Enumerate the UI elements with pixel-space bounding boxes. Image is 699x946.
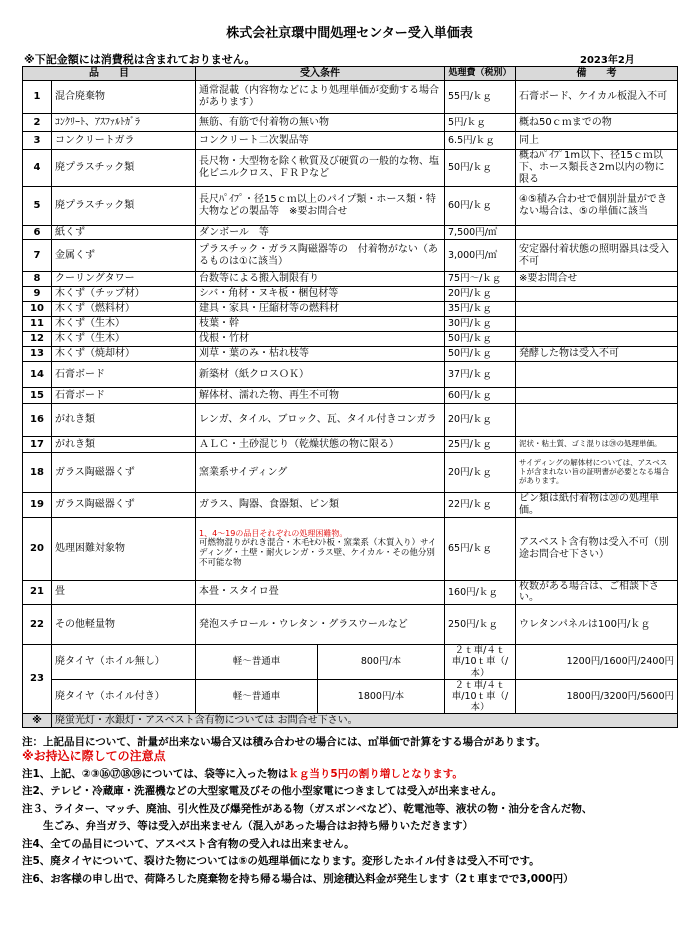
table-row bbox=[23, 437, 678, 453]
price: 30円/ｋｇ bbox=[445, 317, 516, 332]
condition-cell: 伐根・竹材 bbox=[196, 332, 445, 347]
remark: 安定器付着状態の照明器具は受入不可 bbox=[516, 240, 678, 272]
condition-cell: 長尺物・大型物を除く軟質及び硬質の一般的な物、塩化ビニルクロス、ＦＲＰなど bbox=[196, 150, 445, 187]
condition-cell: コンクリート二次製品等 bbox=[196, 132, 445, 150]
row-number: 6 bbox=[23, 226, 52, 240]
price: 250円/ｋｇ bbox=[445, 605, 516, 645]
remark bbox=[516, 302, 678, 317]
price: 5円/ｋｇ bbox=[445, 114, 516, 132]
header-fee: 処理費（税別） bbox=[445, 67, 516, 81]
remark: 概ね50ｃｍまでの物 bbox=[516, 114, 678, 132]
table-row bbox=[23, 493, 678, 518]
row-number: 22 bbox=[23, 605, 52, 645]
row-number: 11 bbox=[23, 317, 52, 332]
item-name: 木くず（生木） bbox=[52, 317, 196, 332]
header-item: 品 目 bbox=[23, 67, 196, 81]
price: 37円/ｋｇ bbox=[445, 362, 516, 388]
note-6: 注6、お客様の申し出で、荷降ろした廃棄物を持ち帰る場合は、別途積込料金が発生します（2ｔ車までで3,000円） bbox=[22, 872, 574, 885]
item-name: ガラス陶磁器くず bbox=[52, 493, 196, 518]
row-number: 4 bbox=[23, 150, 52, 187]
row-number: 17 bbox=[23, 437, 52, 453]
row-number: 12 bbox=[23, 332, 52, 347]
table-row bbox=[23, 404, 678, 437]
price: 25円/ｋｇ bbox=[445, 437, 516, 453]
row-number: 7 bbox=[23, 240, 52, 272]
condition-cell: 刈草・葉のみ・枯れ枝等 bbox=[196, 347, 445, 362]
condition-cell: 新築材（紙クロスＯＫ） bbox=[196, 362, 445, 388]
table-row bbox=[23, 114, 678, 132]
condition-cell: プラスチック・ガラス陶磁器等の 付着物がない（あるものは①に該当） bbox=[196, 240, 445, 272]
table-row bbox=[23, 187, 678, 226]
table-row bbox=[23, 132, 678, 150]
table-row bbox=[23, 453, 678, 493]
price: 800円/本 bbox=[318, 645, 445, 680]
vehicle-type: 軽～普通車 bbox=[196, 679, 318, 714]
condition-note: 1、4～19の品目それぞれの処理困難物。 bbox=[199, 528, 348, 538]
price: 35円/ｋｇ bbox=[445, 302, 516, 317]
remark: ※要お問合せ bbox=[516, 272, 678, 287]
remark bbox=[516, 362, 678, 388]
item-name: 処理困難対象物 bbox=[52, 517, 196, 580]
price: 50円/ｋｇ bbox=[445, 332, 516, 347]
remark bbox=[516, 226, 678, 240]
price: 1800円/本 bbox=[318, 679, 445, 714]
item-name: 廃プラスチック類 bbox=[52, 150, 196, 187]
issue-date: 2023年2月 bbox=[580, 55, 635, 66]
remark bbox=[516, 317, 678, 332]
row-number: 20 bbox=[23, 517, 52, 580]
price: 20円/ｋｇ bbox=[445, 404, 516, 437]
remark: 枚数がある場合は、ご相談下さい。 bbox=[516, 580, 678, 605]
item-name: クーリングタワー bbox=[52, 272, 196, 287]
remark: サイディングの解体材については、アスベストが含まれない旨の証明書が必要となる場合があります。 bbox=[516, 453, 678, 493]
vehicle-type: 軽～普通車 bbox=[196, 645, 318, 680]
condition-cell: シバ・角材・ヌキ板・梱包材等 bbox=[196, 287, 445, 302]
header-condition: 受入条件 bbox=[196, 67, 445, 81]
item-name: 木くず（燃料材） bbox=[52, 302, 196, 317]
table-header-row bbox=[23, 67, 678, 81]
row-number: 23 bbox=[23, 645, 52, 714]
condition-cell: ガラス、陶器、食器類、ビン類 bbox=[196, 493, 445, 518]
footer-row bbox=[23, 714, 678, 728]
row-number: 15 bbox=[23, 388, 52, 404]
price: 50円/ｋｇ bbox=[445, 150, 516, 187]
truck-type: ２ｔ車/４ｔ車/10ｔ車（/本） bbox=[445, 679, 516, 714]
row-number: 10 bbox=[23, 302, 52, 317]
price: 20円/ｋｇ bbox=[445, 287, 516, 302]
price: 60円/ｋｇ bbox=[445, 388, 516, 404]
item-name: 混合廃棄物 bbox=[52, 81, 196, 114]
row-number: 21 bbox=[23, 580, 52, 605]
table-row bbox=[23, 580, 678, 605]
note-0: 注：上記品目について、計量が出来ない場合又は積み合わせの場合には、㎥単価で計算をする場合があります。 bbox=[22, 736, 546, 748]
condition-cell: ダンボール 等 bbox=[196, 226, 445, 240]
table-row bbox=[23, 645, 678, 680]
item-name: 廃タイヤ（ホイル無し） bbox=[52, 645, 196, 680]
note-2: 注2、テレビ・冷蔵庫・洗濯機などの大型家電及びその他小型家電につきましては受入が出来ません。 bbox=[22, 785, 503, 797]
item-name: がれき類 bbox=[52, 437, 196, 453]
page-title: 株式会社京環中間処理センター受入単価表 bbox=[226, 26, 473, 41]
table-row bbox=[23, 150, 678, 187]
row-number: 1 bbox=[23, 81, 52, 114]
condition-cell: 本畳・スタイロ畳 bbox=[196, 580, 445, 605]
note-1 bbox=[22, 766, 692, 784]
price: 3,000円/㎥ bbox=[445, 240, 516, 272]
condition-cell: ＡＬＣ・土砂混じり（乾燥状態の物に限る） bbox=[196, 437, 445, 453]
condition-cell: 長尺ﾊﾟｲﾌﾟ・径15ｃｍ以上のパイプ類・ホース類・特大物などの製品等 ※要お問合せ bbox=[196, 187, 445, 226]
note-1-red: ｋｇ当り5円の割り増しとなります。 bbox=[288, 767, 463, 780]
remark: 泥状・粘土質、ゴミ混りは⑳の処理単価。 bbox=[516, 437, 678, 453]
table-row bbox=[23, 605, 678, 645]
item-name: 畳 bbox=[52, 580, 196, 605]
remark: ウレタンパネルは100円/ｋｇ bbox=[516, 605, 678, 645]
item-name: 木くず（チップ材） bbox=[52, 287, 196, 302]
row-number: 18 bbox=[23, 453, 52, 493]
remark: 概ねﾊﾟｲﾌﾟ1m以下、径15ｃｍ以下、ホース類長さ2m以内の物に限る bbox=[516, 150, 678, 187]
condition-cell: 建具・家具・圧縮材等の燃料材 bbox=[196, 302, 445, 317]
table-row bbox=[23, 302, 678, 317]
remark: ビン類は紙付着物は⑳の処理単価。 bbox=[516, 493, 678, 518]
item-name: 石膏ボード bbox=[52, 388, 196, 404]
item-name: 石膏ボード bbox=[52, 362, 196, 388]
price: 6.5円/ｋｇ bbox=[445, 132, 516, 150]
remark bbox=[516, 287, 678, 302]
condition-cell: 枝葉・幹 bbox=[196, 317, 445, 332]
row-number: 2 bbox=[23, 114, 52, 132]
note-4: 注4、全ての品目について、アスベスト含有物の受入れは出来ません。 bbox=[22, 837, 355, 850]
table-row bbox=[23, 332, 678, 347]
truck-price: 1200円/1600円/2400円 bbox=[516, 645, 678, 680]
footer-text: 廃蛍光灯・水銀灯・アスベスト含有物については お問合せ下さい。 bbox=[52, 714, 678, 728]
price: 55円/ｋｇ bbox=[445, 81, 516, 114]
condition-cell: 解体材、濡れた物、再生不可物 bbox=[196, 388, 445, 404]
condition-cell: 無筋、有筋で付着物の無い物 bbox=[196, 114, 445, 132]
table-row bbox=[23, 226, 678, 240]
remark: 同上 bbox=[516, 132, 678, 150]
table-row bbox=[23, 388, 678, 404]
item-name: その他軽量物 bbox=[52, 605, 196, 645]
row-number: 3 bbox=[23, 132, 52, 150]
price: 50円/ｋｇ bbox=[445, 347, 516, 362]
table-body bbox=[23, 81, 678, 728]
condition-cell bbox=[196, 517, 445, 580]
row-number: 13 bbox=[23, 347, 52, 362]
remark: 発酵した物は受入不可 bbox=[516, 347, 678, 362]
truck-type: ２ｔ車/４ｔ車/10ｔ車（/本） bbox=[445, 645, 516, 680]
condition-text: 可燃物混りがれき混合・木毛ｾﾒﾝﾄ板・窯業系（木質入り）サイディング・土壁・耐火レンガ・ラス壁、ケイカル・その他分別不可能な物 bbox=[199, 538, 437, 569]
row-number: 14 bbox=[23, 362, 52, 388]
price: 65円/ｋｇ bbox=[445, 517, 516, 580]
table-row bbox=[23, 362, 678, 388]
condition-cell: 台数等による搬入制限有り bbox=[196, 272, 445, 287]
notes-section bbox=[22, 736, 692, 888]
tax-note: ※下記金額には消費税は含まれておりません。 bbox=[24, 53, 256, 66]
table-row bbox=[23, 347, 678, 362]
item-name: 廃プラスチック類 bbox=[52, 187, 196, 226]
remark bbox=[516, 404, 678, 437]
table-row bbox=[23, 679, 678, 714]
item-name: 紙くず bbox=[52, 226, 196, 240]
table-row bbox=[23, 81, 678, 114]
remark: 石膏ボード、ケイカル板混入不可 bbox=[516, 81, 678, 114]
item-name: ガラス陶磁器くず bbox=[52, 453, 196, 493]
condition-cell: 通常混載（内容物などにより処理単価が変動する場合があります） bbox=[196, 81, 445, 114]
notes-heading: ※お持込に際しての注意点 bbox=[22, 749, 166, 763]
truck-price: 1800円/3200円/5600円 bbox=[516, 679, 678, 714]
condition-cell: 発泡スチロール・ウレタン・グラスウールなど bbox=[196, 605, 445, 645]
table-row bbox=[23, 517, 678, 580]
remark: アスベスト含有物は受入不可（別途お問合せ下さい） bbox=[516, 517, 678, 580]
price: 22円/ｋｇ bbox=[445, 493, 516, 518]
item-name: 木くず（生木） bbox=[52, 332, 196, 347]
remark: ④⑤積み合わせで個別計量ができない場合は、⑤の単価に該当 bbox=[516, 187, 678, 226]
header-remark: 備 考 bbox=[516, 67, 678, 81]
item-name: がれき類 bbox=[52, 404, 196, 437]
row-number: 5 bbox=[23, 187, 52, 226]
note-3-continued: 生ごみ、弁当ガラ、等は受入が出来ません（混入があった場合はお持ち帰りいただきます） bbox=[22, 820, 474, 832]
table-row bbox=[23, 272, 678, 287]
table-row bbox=[23, 287, 678, 302]
price: 160円/ｋｇ bbox=[445, 580, 516, 605]
price-table bbox=[22, 66, 678, 728]
item-name: コンクリートガラ bbox=[52, 132, 196, 150]
item-name: 木くず（焼却材） bbox=[52, 347, 196, 362]
item-name: 金属くず bbox=[52, 240, 196, 272]
footer-mark: ※ bbox=[23, 714, 52, 728]
price: 7,500円/㎥ bbox=[445, 226, 516, 240]
table-row bbox=[23, 240, 678, 272]
item-name: 廃タイヤ（ホイル付き） bbox=[52, 679, 196, 714]
note-1-text: 注1、上記、②③⑯⑰⑱⑲については、袋等に入った物は bbox=[22, 767, 289, 780]
condition-cell: レンガ、タイル、ブロック、瓦、タイル付きコンガラ bbox=[196, 404, 445, 437]
note-5: 注5、廃タイヤについて、裂けた物については⑤の処理単価になります。変形したホイル付きは受入不可です。 bbox=[22, 855, 540, 867]
row-number: 8 bbox=[23, 272, 52, 287]
note-3: 注３、ライター、マッチ、廃油、引火性及び爆発性がある物（ガスボンベなど）、乾電池等、液状の物・油分を含んだ物、 bbox=[22, 802, 593, 815]
row-number: 16 bbox=[23, 404, 52, 437]
condition-cell: 窯業系サイディング bbox=[196, 453, 445, 493]
price: 20円/ｋｇ bbox=[445, 453, 516, 493]
remark bbox=[516, 388, 678, 404]
table-row bbox=[23, 317, 678, 332]
item-name: ｺﾝｸﾘｰﾄ、ｱｽﾌｧﾙﾄｶﾞﾗ bbox=[52, 114, 196, 132]
price: 75円～/ｋｇ bbox=[445, 272, 516, 287]
row-number: 9 bbox=[23, 287, 52, 302]
price: 60円/ｋｇ bbox=[445, 187, 516, 226]
row-number: 19 bbox=[23, 493, 52, 518]
remark bbox=[516, 332, 678, 347]
